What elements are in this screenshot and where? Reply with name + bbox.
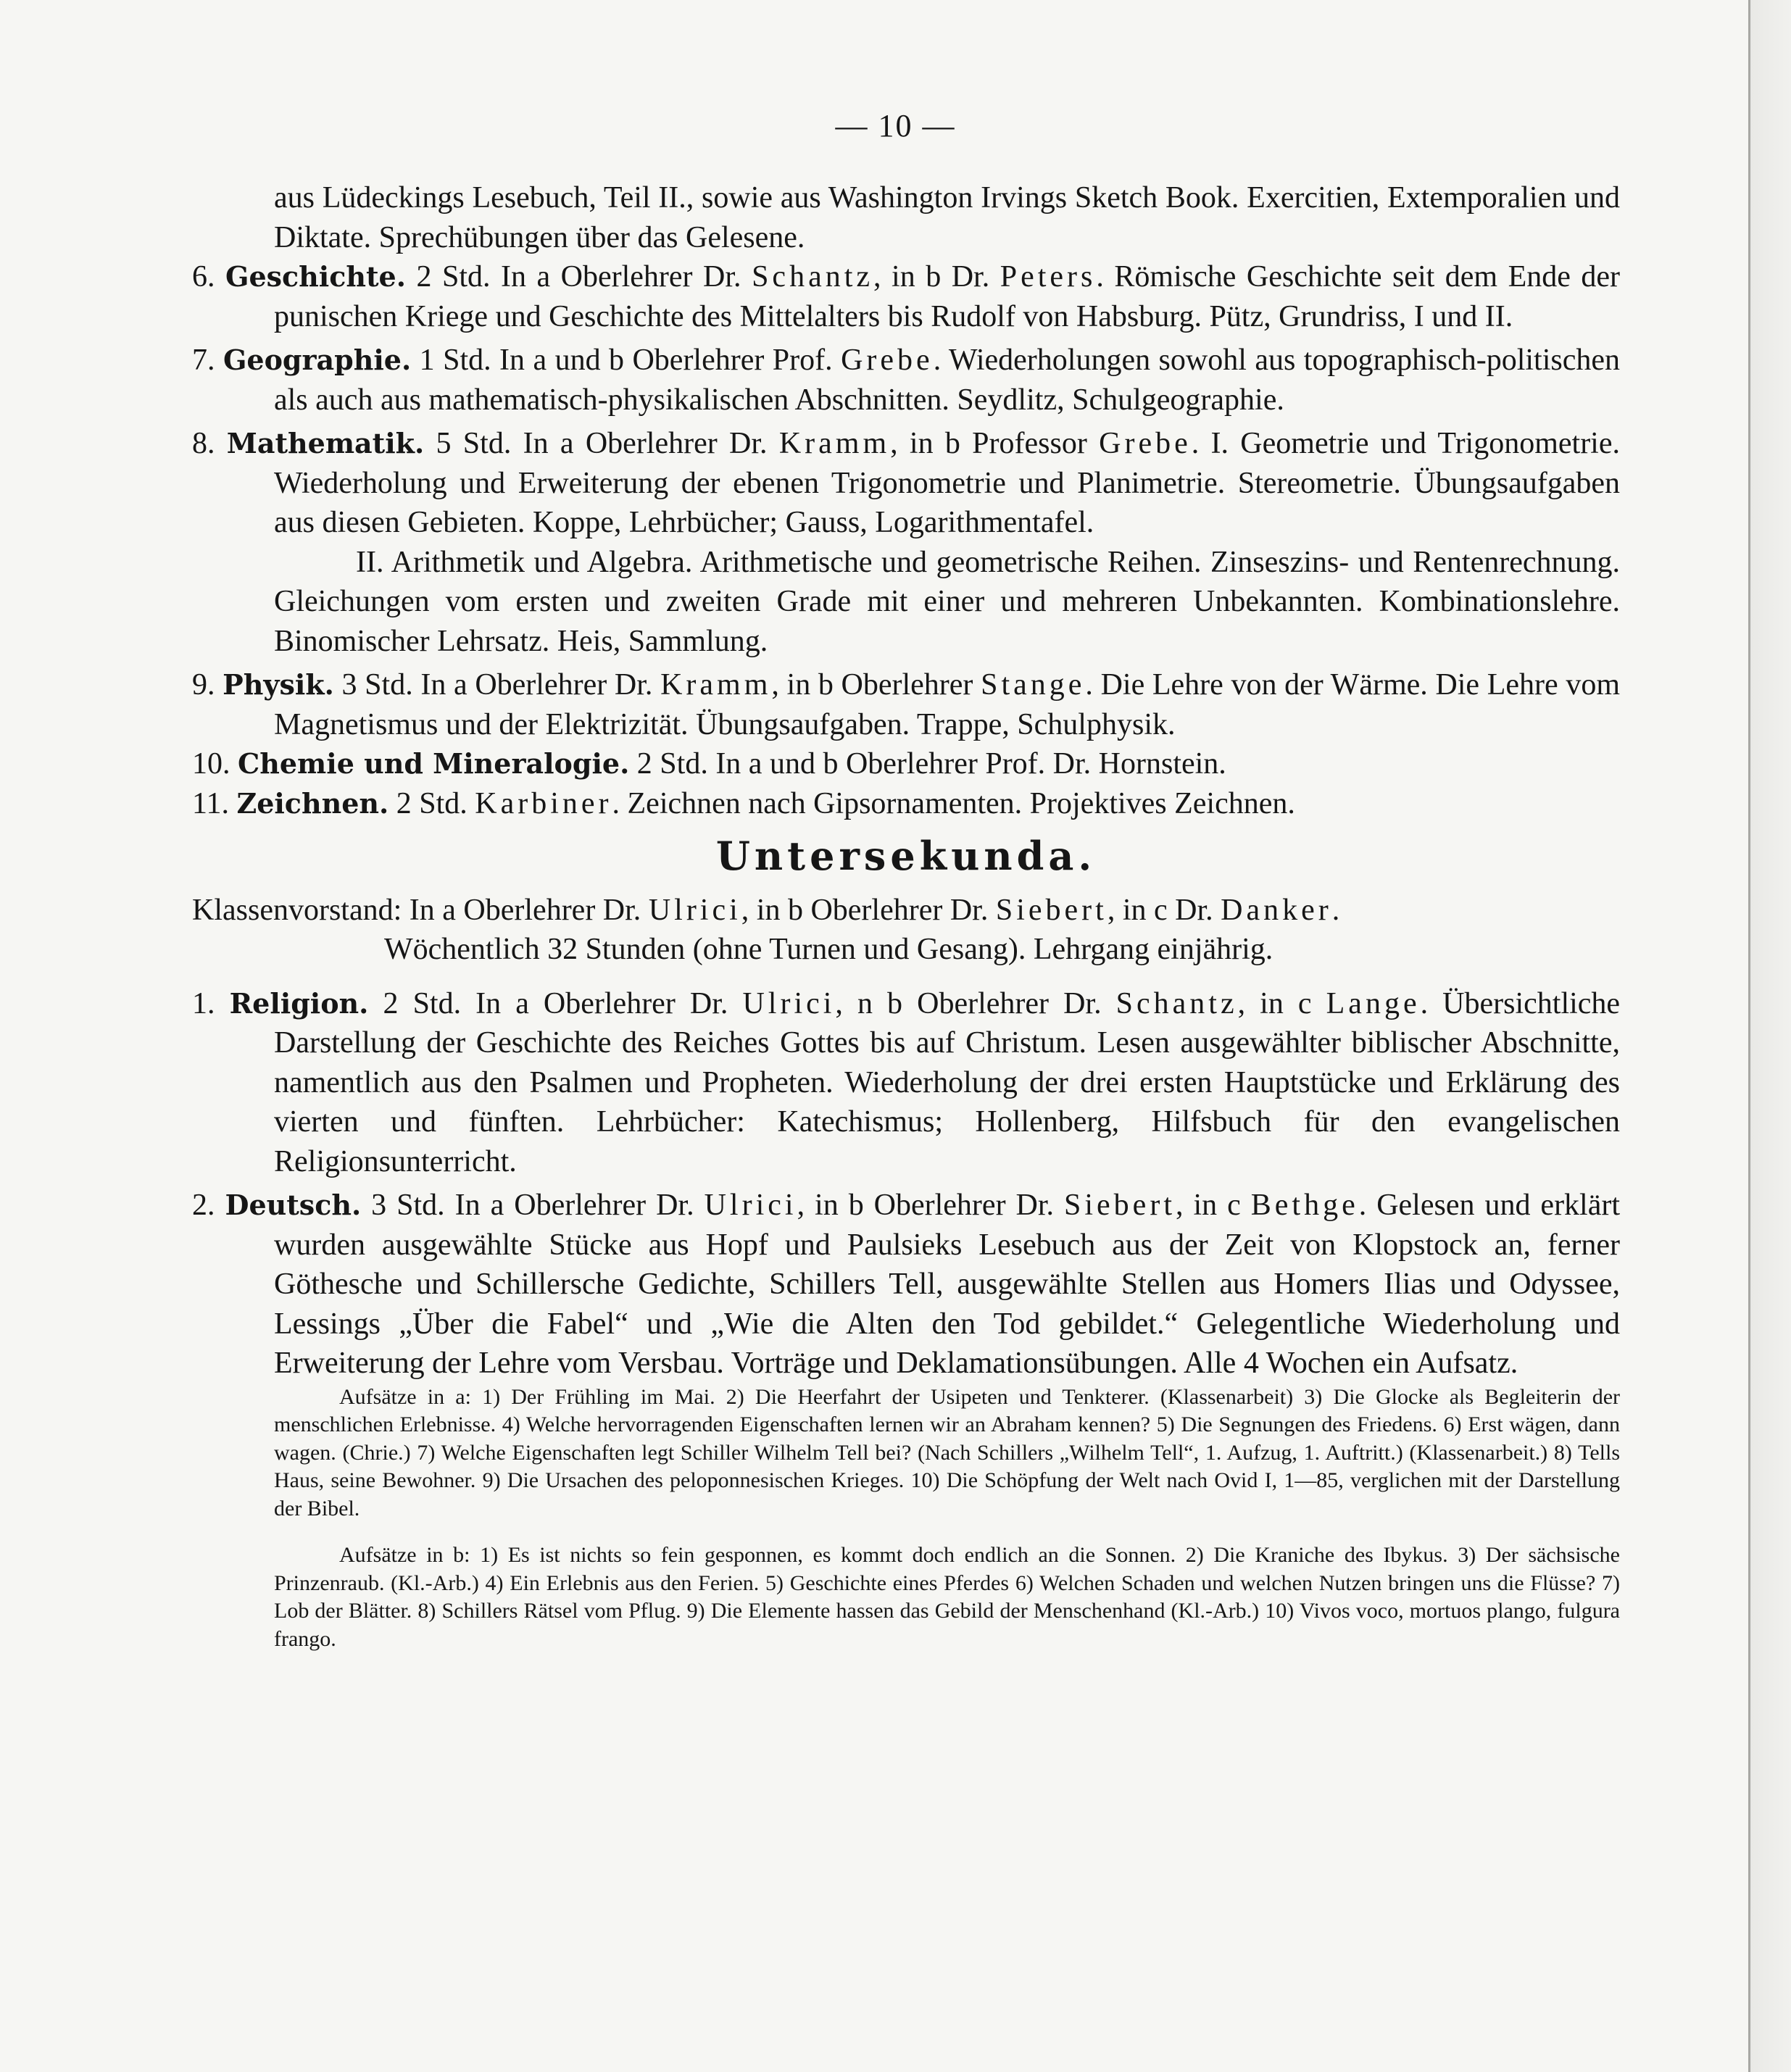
item-deutsch (192, 1186, 1620, 1384)
kv-mid: , in b Oberlehrer Dr. (741, 893, 989, 927)
item-chemie (192, 744, 1620, 784)
teacher-name: Ulrici (742, 986, 836, 1020)
page-content (192, 178, 1620, 1653)
teacher-name: Schantz (752, 260, 874, 294)
teacher-name: Schantz (1115, 986, 1238, 1020)
subject-title: Mathematik. (226, 427, 425, 459)
subject-title: Geographie. (223, 344, 412, 376)
teacher-name: Grebe (1099, 427, 1192, 460)
item-number: 11. (192, 786, 229, 820)
klassenvorstand (192, 891, 1620, 970)
teacher-name: Bethge (1250, 1189, 1359, 1222)
item-mid: , in b Oberlehrer Dr. (797, 1189, 1055, 1222)
item-mid: , in b Dr. (873, 260, 990, 294)
klassenvorstand-label: Klassenvorstand: (192, 893, 402, 927)
page-fold-line (1748, 0, 1750, 2072)
item-pre: 1 Std. In a und b Oberlehrer Prof. (419, 344, 833, 377)
item-mid2: , in c (1237, 986, 1312, 1020)
teacher-name: Kramm (660, 668, 772, 702)
kv-line2: Wöchentlich 32 Stunden (ohne Turnen und Gesang). Lehrgang einjährig. (384, 933, 1273, 966)
teacher-name: Siebert (1064, 1189, 1176, 1222)
item-text: . Wiederholungen sowohl aus topographisch-politischen als auch aus mathematisch-physikalischen Abschnitten. Seydlitz, Schulgeographie. (274, 344, 1621, 417)
item-text: . Zeichnen nach Gipsornamenten. Projektives Zeichnen. (612, 786, 1295, 820)
page-edge (1748, 0, 1791, 2072)
subject-title: Zeichnen. (236, 786, 389, 820)
kv-post: . (1331, 893, 1340, 927)
item-mathematik (192, 424, 1620, 543)
subject-title: Chemie und Mineralogie. (238, 747, 630, 780)
item-text: 2 Std. In a und b Oberlehrer Prof. Dr. Hornstein. (636, 747, 1226, 781)
item-number: 1. (192, 986, 215, 1020)
item-number: 6. (192, 260, 215, 294)
kv-pre: In a Oberlehrer Dr. (409, 893, 641, 927)
subject-title: Deutsch. (225, 1189, 362, 1221)
teacher-name: Lange (1326, 986, 1421, 1020)
subject-title: Physik. (223, 668, 334, 701)
teacher-name: Danker (1221, 893, 1332, 927)
section-heading: Untersekunda. (715, 833, 1097, 879)
aufsaetze-a: Aufsätze in a: 1) Der Frühling im Mai. 2) Die Heerfahrt der Usipeten und Tenkterer. (Klassenarbeit) 3) Die Glocke als Begleiterin der menschlichen Erlebnisse. 4) Welche hervorragenden Eigenschaften lernen wir an Abraham kennen? 5) Die Segnungen des Friedens. 6) Erst wägen, dann wagen. (Chrie.) 7) Welche Eigenschaften legt Schiller Wilhelm Tell bei? (Nach Schillers „Wilhelm Tell“, 1. Aufzug, 1. Auftritt.) (Klassenarbeit.) 8) Tells Haus, seine Bewohner. 9) Die Ursachen des peloponnesischen Krieges. 10) Die Schöpfung der Welt nach Ovid I, 1—85, verglichen mit der Darstellung der Bibel. (274, 1384, 1620, 1520)
page-number: — 10 — (835, 108, 956, 143)
item-geographie (192, 341, 1620, 420)
teacher-name: Ulrici (648, 893, 741, 927)
item-pre: 2 Std. (396, 786, 468, 820)
item-text: . Römische Geschichte seit dem Ende der punischen Kriege und Geschichte des Mittelalters bis Rudolf von Habsburg. Pütz, Grundriss, I und II. (274, 260, 1621, 333)
item-mid2: , in c (1175, 1189, 1241, 1222)
teacher-name: Karbiner (475, 786, 612, 820)
item-text: . Die Lehre von der Wärme. Die Lehre vom Magnetismus und der Elektrizität. Übungsaufgaben. Trappe, Schulphysik. (274, 668, 1620, 741)
item-number: 8. (192, 427, 215, 460)
item-pre: 3 Std. In a Oberlehrer Dr. (341, 668, 653, 702)
teacher-name: Siebert (995, 893, 1108, 927)
subject-title: Religion. (229, 986, 369, 1020)
item-pre: 3 Std. In a Oberlehrer Dr. (371, 1189, 694, 1222)
subject-title: Geschichte. (225, 260, 406, 293)
item-physik (192, 665, 1620, 744)
item-text: . Gelesen und erklärt wurden ausgewählte Stücke aus Hopf und Paulsieks Lesebuch aus der Zeit von Klopstock an, ferner Göthesche und Schillersche Gedichte, Schillers Tell, ausgewählte Stellen aus Homers Ilias und Odyssee, Lessings „Über die Fabel“ und „Wie die Alten den Tod gebildet.“ Gelegentliche Wiederholung und Erweiterung der Lehre vom Versbau. Vorträge und Deklamationsübungen. Alle 4 Wochen ein Aufsatz. (274, 1189, 1621, 1380)
item-number: 2. (192, 1189, 215, 1222)
aufsaetze-b: Aufsätze in b: 1) Es ist nichts so fein gesponnen, es kommt doch endlich an die Sonnen. 2) Die Kraniche des Ibykus. 3) Der sächsische Prinzenraub. (Kl.-Arb.) 4) Ein Erlebnis aus den Ferien. 5) Geschichte eines Pferdes 6) Welchen Schaden und welchen Nutzen bringen uns die Flüsse? 7) Lob der Blätter. 8) Schillers Rätsel vom Pflug. 9) Die Elemente hassen das Gebild der Menschenhand (Kl.-Arb.) 10) Vivos voco, mortuos plango, fulgura frango. (274, 1543, 1620, 1651)
item-mid: , in b Professor (890, 427, 1087, 460)
item-pre: 2 Std. In a Oberlehrer Dr. (383, 986, 728, 1020)
englisch-continuation: aus Lüdeckings Lesebuch, Teil II., sowie aus Washington Irvings Sketch Book. Exercitien, Extemporalien und Diktate. Sprechübungen über das Gelesene. (274, 181, 1620, 254)
item-geschichte (192, 257, 1620, 336)
teacher-name: Kramm (778, 427, 891, 460)
item-text: . Übersichtliche Darstellung der Geschichte des Reiches Gottes bis auf Christum. Lesen ausgewählter biblischer Abschnitte, namentlich aus den Psalmen und Propheten. Wiederholung der drei ersten Hauptstücke und Erklärung des vierten und fünften. Lehrbücher: Katechismus; Hollenberg, Hilfsbuch für den evangelischen Religionsunterricht. (274, 986, 1621, 1178)
mathematik-continuation: II. Arithmetik und Algebra. Arithmetische und geometrische Reihen. Zinseszins- und Rentenrechnung. Gleichungen vom ersten und zweiten Grade mit einer und mehreren Unbekannten. Kombinationslehre. Binomischer Lehrsatz. Heis, Sammlung. (274, 545, 1620, 658)
teacher-name: Ulrici (704, 1189, 797, 1222)
teacher-name: Stange (981, 668, 1086, 702)
item-text: . I. Geometrie und Trigonometrie. Wiederholung und Erweiterung der ebenen Trigonometrie und Planimetrie. Stereometrie. Übungsaufgaben aus diesen Gebieten. Koppe, Lehrbücher; Gauss, Logarithmentafel. (274, 427, 1620, 539)
item-pre: 2 Std. In a Oberlehrer Dr. (416, 260, 741, 294)
item-religion (192, 984, 1620, 1182)
item-number: 7. (192, 344, 215, 377)
item-pre: 5 Std. In a Oberlehrer Dr. (436, 427, 768, 460)
teacher-name: Grebe (841, 344, 934, 377)
teacher-name: Peters (1000, 260, 1097, 294)
item-mid: , n b Oberlehrer Dr. (835, 986, 1102, 1020)
item-number: 10. (192, 747, 230, 781)
item-zeichnen (192, 784, 1620, 824)
item-number: 9. (192, 668, 215, 702)
kv-mid2: , in c Dr. (1107, 893, 1213, 927)
item-mid: , in b Oberlehrer (771, 668, 973, 702)
aufsaetze-block (192, 1384, 1620, 1654)
